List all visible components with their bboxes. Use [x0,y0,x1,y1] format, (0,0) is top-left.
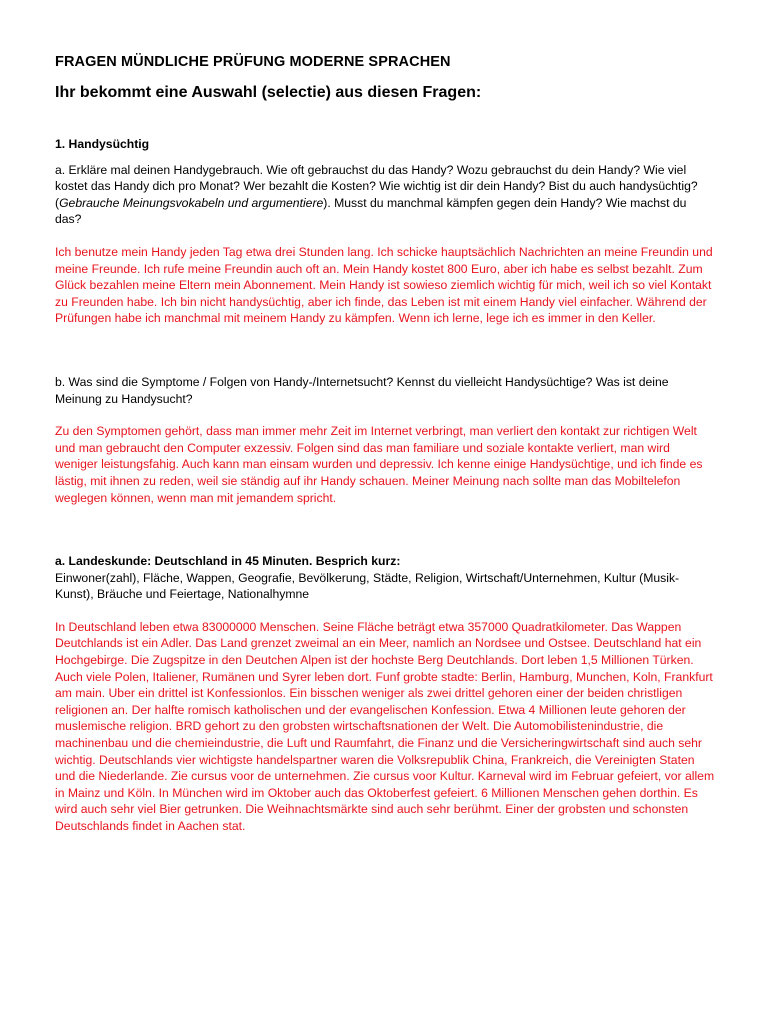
question-1a-italic: Gebrauche Meinungsvokabeln und argumentiere [59,195,324,210]
question-1a [55,162,715,228]
document-page [55,52,715,835]
answer-1a: Ich benutze mein Handy jeden Tag etwa drei Stunden lang. Ich schicke hauptsächlich Nachrichten an meine Freundin und meine Freunde. Ich rufe meine Freundin auch oft an. Mein Handy kostet 800 Euro, aber ich habe es selbst bezahlt. Zum Glück bezahlen meine Eltern mein Abonnement. Mein Handy ist sowieso ziemlich wichtig für mich, weil ich so viel Kontakt zu Freunden habe. Ich bin nicht handysüchtig, aber ich finde, das Leben ist mit einem Handy viel einfacher. Während der Prüfungen habe ich manchmal mit meinem Handy zu kämpfen. Wenn ich lerne, lege ich es immer in den Keller. [55,244,713,326]
section-2-heading: a. Landeskunde: Deutschland in 45 Minuten. Besprich kurz: [55,554,401,569]
document-title: FRAGEN MÜNDLICHE PRÜFUNG MODERNE SPRACHEN [55,54,451,70]
section-2-topics: Einwoner(zahl), Fläche, Wappen, Geografie, Bevölkerung, Städte, Religion, Wirtschaft/Unternehmen, Kultur (Musik-Kunst), Bräuche und Feiertage, Nationalhymne [55,570,680,602]
question-1a-text-end: ). Musst du manchmal kämpfen gegen dein Handy? Wie machst du das? [55,195,687,227]
document-subtitle: Ihr bekommt eine Auswahl (selectie) aus diesen Fragen: [55,84,482,101]
answer-1b: Zu den Symptomen gehört, dass man immer mehr Zeit im Internet verbringt, man verliert den kontakt zur richtigen Welt und man gebraucht den Computer exzessiv. Folgen sind das man familiare und soziale kontakte verliert, man wird weniger leistungsfahig. Auch kann man einsam wurden und depressiv. Ich kenne einige Handysüchtige, und ich finde es lästig, mit ihnen zu reden, weil sie ständig auf ihr Handy schauen. Meiner Meinung nach sollte man das Mobiltelefon weglegen können, wenn man mit jemandem spricht. [55,424,703,505]
question-1b: b. Was sind die Symptome / Folgen von Handy-/Internetsucht? Kennst du vielleicht Handysüchtige? Was ist deine Meinung zu Handysucht? [55,374,669,406]
question-1a-text: a. Erkläre mal deinen Handygebrauch. Wie oft gebrauchst du das Handy? Wozu gebrauchst du dein Handy? Wie viel kostet das Handy dich pro Monat? Wer bezahlt die Kosten? Wie wichtig ist dir dein Handy? Bist du auch handysüchtig? ( [55,162,698,210]
section-1-heading: 1. Handysüchtig [55,137,150,151]
answer-2a: In Deutschland leben etwa 83000000 Menschen. Seine Fläche beträgt etwa 357000 Quadratkilometer. Das Wappen Deutchlands ist ein Adler. Das Land grenzet zweimal an ein Meer, namlich an Nordsee und Ostsee. Deutschland hat ein Hochgebirge. Die Zugspitze in den Deutchen Alpen ist der hochste Berg Deutchlands. Dort leben 1,5 Millionen Türken. Auch viele Polen, Italiener, Rumänen und Syrer leben dort. Funf grobte stadte: Berlin, Hamburg, Munchen, Koln, Frankfurt am main. Uber ein drittel ist Konfessionlos. Ein bisschen weniger als zwei drittel gehoren einer der beiden christligen religionen an. Der halfte romisch katholischen und der evangelischen Konfession. Etwa 4 Millionen leute gehoren der muslemische religion. BRD gehort zu den grobsten wirtschaftsnationen der Welt. Die Automobilistenindustrie, die machinenbau und die chemieindustrie, die Luft und Raumfahrt, die Finanz und die Versicheringwirtschaft sind auch sehr wichtig. Deutschlands vier wichtigste handelspartner waren die Volksrepublik China, Frankreich, die Vereinigten Staten und die Niederlande. Zie cursus voor de unternehmen. Zie cursus voor Kultur. Karneval wird im Februar gefeiert, vor allem in Mainz und Köln. In München wird im Oktober auch das Oktoberfest gefeiert. 6 Millionen Menschen gehen dorthin. Es wird auch sehr viel Bier getrunken. Die Weihnachtsmärkte sind auch sehr berühmt. Einer der grobsten und schonsten Deutschlands findet in Aachen stat. [55,619,715,833]
